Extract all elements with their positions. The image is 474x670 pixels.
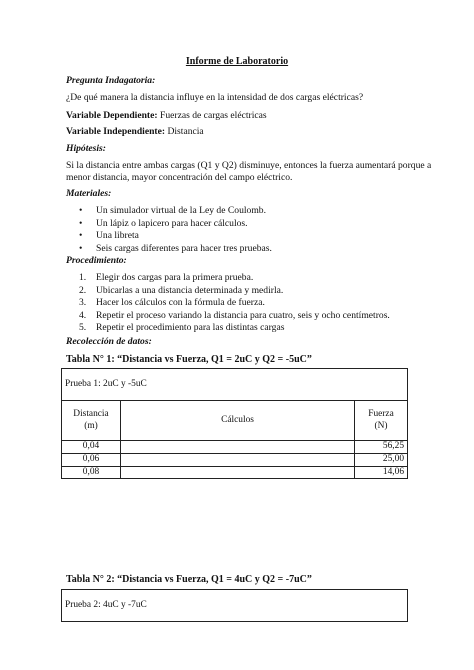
table1-header-distance: Distancia (m): [62, 401, 121, 441]
question-heading: Pregunta Indagatoria:: [66, 75, 156, 86]
question-text: ¿De qué manera la distancia influye en la intensidad de dos cargas eléctricas?: [66, 92, 364, 103]
table1-header-force: Fuerza (N): [355, 401, 408, 441]
table-row: [62, 453, 408, 466]
list-item: 3. Hacer los cálculos con la fórmula de fuerza.: [79, 297, 265, 308]
list-item: • Un simulador virtual de la Ley de Coulomb.: [79, 205, 266, 216]
list-item: 2. Ubicarlas a una distancia determinada y medirla.: [79, 284, 284, 296]
table1-cell-calc: [121, 453, 355, 466]
independent-value: Distancia: [165, 126, 204, 137]
dependent-variable: [66, 110, 267, 122]
table1: [61, 368, 408, 479]
data-heading: Recolección de datos:: [66, 336, 152, 347]
table1-cell-force: 25,00: [355, 453, 408, 466]
dependent-label: Variable Dependiente:: [66, 110, 158, 121]
table-row: [62, 441, 408, 454]
bullet-icon: •: [79, 230, 83, 241]
bullet-icon: •: [79, 205, 83, 216]
procedure-list: [66, 272, 390, 335]
table1-cell-distance: 0,04: [62, 441, 121, 454]
table2-trial-label: Prueba 2: 4uC y -7uC: [62, 590, 408, 622]
table1-trial-label: Prueba 1: 2uC y -5uC: [62, 369, 408, 401]
materials-list: [66, 205, 272, 255]
independent-label: Variable Independiente:: [66, 126, 166, 137]
table1-cell-distance: 0,08: [62, 466, 121, 479]
table1-title: Tabla N° 1: “Distancia vs Fuerza, Q1 = 2uC y Q2 = -5uC”: [66, 354, 312, 365]
list-item: 1. Elegir dos cargas para la primera prueba.: [79, 272, 254, 283]
list-item: • Seis cargas diferentes para hacer tres pruebas.: [79, 242, 272, 254]
procedure-heading: Procedimiento:: [66, 255, 127, 266]
hypothesis-line-1: Si la distancia entre ambas cargas (Q1 y Q2) disminuye, entonces la fuerza aumentará porque a: [66, 160, 432, 171]
materials-heading: Materiales:: [66, 188, 112, 199]
dependent-value: Fuerzas de cargas eléctricas: [157, 110, 267, 121]
bullet-icon: •: [79, 217, 83, 229]
list-item: 5. Repetir el procedimiento para las distintas cargas: [79, 322, 285, 333]
table1-cell-force: 14,06: [355, 466, 408, 479]
list-item: • Un lápiz o lapicero para hacer cálculos.: [79, 217, 248, 229]
table2: [61, 589, 408, 622]
hypothesis-heading: Hipótesis:: [66, 143, 106, 154]
bullet-icon: •: [79, 242, 83, 254]
table1-cell-calc: [121, 441, 355, 454]
list-item: 4. Repetir el proceso variando la distancia para cuatro, seis y ocho centímetros.: [79, 309, 390, 321]
table2-title: Tabla N° 2: “Distancia vs Fuerza, Q1 = 4uC y Q2 = -7uC”: [66, 574, 312, 585]
hypothesis-line-2: menor distancia, mayor concentración del campo eléctrico.: [66, 172, 293, 183]
table1-cell-force: 56,25: [355, 441, 408, 454]
list-item: • Una libreta: [79, 230, 139, 241]
table1-header-calc: Cálculos: [121, 401, 355, 441]
table1-cell-calc: [121, 466, 355, 479]
report-title: Informe de Laboratorio: [185, 56, 289, 67]
table1-cell-distance: 0,06: [62, 453, 121, 466]
independent-variable: [66, 126, 204, 138]
table-row: [62, 466, 408, 479]
